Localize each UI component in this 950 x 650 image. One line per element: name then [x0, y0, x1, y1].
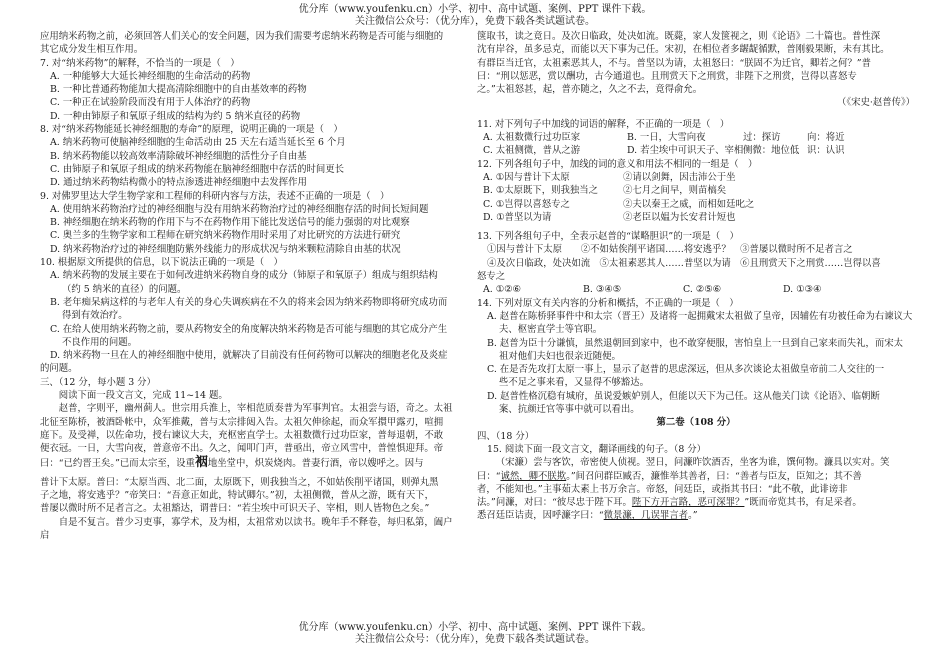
passage-line: 北征至陈桥，被酒卧帐中，众军推戴，普与太宗排闼入告。太祖欠伸徐起，而众军擐甲露刃，喧拥: [40, 416, 444, 428]
left-column: [40, 30, 458, 542]
option-8d: D. 通过纳米药物结构微小的特点渗透进神经细胞中去发挥作用: [50, 177, 307, 189]
footer-line-2: 关注微信公众号：（优分库），免费下载各类试题试卷。: [355, 634, 595, 645]
option-14b-cont: 祖对他们夫妇也很亲近随便。: [499, 350, 621, 362]
option-13b: B. ③④⑤: [583, 284, 622, 296]
header-line-2: 关注微信公众号：（优分库），免费下载各类试题试卷。: [355, 16, 595, 27]
option-7c: C. 一种正在试验阶段而没有用于人体治疗的药物: [50, 97, 251, 109]
intro-line: 其它成分发生相互作用。: [40, 44, 144, 56]
passage-line: 之。”太祖怒甚，起，普亦随之，久之不去，竟得俞允。: [477, 84, 703, 96]
passage-line: 便衣冠。一日，大雪向夜，普意帝不出。久之，闻叩门声，普亟出，帝立风雪中，普惶惧迎拜。帝: [40, 443, 444, 455]
option-13d: D. ①③④: [783, 284, 822, 296]
option-11b: B. 一日，大雪向夜 向：将近: [627, 132, 845, 144]
option-10a: A. 纳米药物的发展主要在于如何改进纳米药物自身的成分（铈原子和氧原子）组成与组织结构: [50, 270, 438, 282]
question-9: 9. 对佛罗里达大学生物学家和工程师的科研内容与方法，表述不正确的一项是（ ）: [40, 190, 390, 202]
right-column: [477, 30, 915, 523]
option-13a: A. ①②⑥: [483, 284, 521, 296]
option-9d: D. 纳米药物治疗过的神经细胞防紫外线能力的形成状况与纳米颗粒清除自由基的状况: [50, 243, 401, 255]
passage-line: 曰：“已约晋王矣。”已而太宗至，设重裀地坐堂中，炽炭烧肉。普妻行酒，帝以嫂呼之。因与: [40, 454, 424, 470]
page-footer: [0, 622, 950, 646]
rare-glyph: 裀: [194, 454, 208, 470]
underlined-sentence-3: 微景濂，几误罪言者: [603, 510, 689, 522]
option-11d: D. 若尘埃中可识天子、宰相 识：认识: [627, 145, 845, 157]
option-10b-cont: 得到有效治疗。: [62, 310, 128, 322]
option-7b: B. 一种比普通药物能加大提高清除细胞中的自由基效率的药物: [50, 84, 307, 96]
option-11c: C. 太祖侧微，普从之游 侧微：地位低: [483, 145, 800, 157]
option-8a: A. 纳米药物可使脑神经细胞的生命活动由 25 天左右适当延长至 6 个月: [50, 137, 346, 149]
option-10b: B. 老年痴呆病这样的与老年人有关的身心失调疾病在不久的将来会因为纳米药物即将研究成功而: [50, 296, 448, 308]
option-9b: B. 神经细胞在纳米药物的作用下与不在药物作用下能比发送信号的能力强弱的对比观察: [50, 217, 410, 229]
option-8b: B. 纳米药物能以较高效率清除破坏神经细胞的活性分子自由基: [50, 150, 307, 162]
option-12a: A. ①因与普计下太原 ②请以剑舞，因击沛公于坐: [483, 171, 736, 183]
passage-line: 自是不复言。普少习吏事，寡学术，及为相，太祖常劝以读书。晚年手不释卷，每归私第，阖户启: [40, 516, 453, 541]
option-14c-cont: 些不足之事来看，又显得不够豁达。: [499, 377, 650, 389]
underlined-sentence-1: 诚然，卿不朕欺: [500, 470, 567, 482]
option-10d-cont: 的问题。: [40, 363, 78, 375]
option-10c-cont: 不良作用的问题。: [62, 336, 138, 348]
passage-line: 曰：“刑以惩恶，赏以酬功，古今通道也。且刑赏天下之刑赏，非陛下之刑赏，岂得以喜怒专: [477, 70, 857, 82]
option-14a: A. 赵普在陈桥驿事件中和太宗（晋王）及诸将一起拥戴宋太祖做了皇帝，因辅佐有功被任命为右谏议大: [487, 310, 913, 322]
passage-line: 者，不能知也。”主事茹太素上书万余言。帝怒，问廷臣，或指其书曰：“此不敬，此诽谤非: [477, 483, 848, 495]
option-12c: C. ①岂得以喜怒专之 ②夫以秦王之威，而相如廷叱之: [483, 198, 755, 210]
passage-line: 法。”问濂，对曰：“彼尽忠于陛下耳。陛下方开言路，恶可深罪？”既而帝览其书，有足采者。: [477, 497, 862, 509]
options-13: [477, 283, 915, 296]
question-7: 7. 对“纳米药物”的解释，不恰当的一项是（ ）: [40, 57, 240, 69]
question-14: 14. 下列对原文有关内容的分析和概括，不正确的一项是（ ）: [477, 297, 739, 309]
passage-line: 子之地，将安逃乎？”帝笑曰：“吾意正如此，特试卿尔。”初，太祖侧微，普从之游，既有天下，: [40, 490, 435, 502]
option-8c: C. 由铈原子和氧原子组成的纳米药物能在脑神经细胞中存活的时间更长: [50, 163, 345, 175]
question-10: 10. 根据原文所提供的信息，以下说法正确的一项是（ ）: [40, 257, 283, 269]
option-11a: A. 太祖数微行过功臣家 过：探访: [483, 132, 781, 144]
passage-line: 有群臣当迁官，太祖素恶其人，不与。普坚以为请，太祖怒曰：“朕固不为迁官，卿若之何？”普: [477, 57, 871, 69]
section-4-title: 四、（18 分）: [477, 430, 535, 442]
passage-line: 箧取书，读之竟日。及次日临政，处决如流。既薨，家人发箧视之，则《论语》二十篇也。普性深: [477, 31, 881, 42]
question-15: 15. 阅读下面一段文言文，翻译画线的句子。（8 分）: [487, 443, 707, 455]
passage-line: 曰：“诚然，卿不朕欺。”间召问群臣臧否，濂惟举其善者，曰：“善者与臣友，臣知之；其不善: [477, 470, 862, 482]
question-11: 11. 对下列句子中加线的词语的解释，不正确的一项是（ ）: [477, 118, 730, 130]
passage-line: 悉召廷臣诘责，因呼濂字曰：“微景濂，几误罪言者。”: [477, 510, 698, 522]
option-7d: D. 一种由铈原子和氧原子组成的结构为约 5 纳米直径的药物: [50, 110, 301, 122]
option-10c: C. 在给人使用纳米药物之前，要从药物安全的角度解决纳米药物是否可能与细胞的其它成分产生: [50, 323, 448, 335]
passage-line: （宋濂）尝与客饮，帝密使人侦视。翌日，问濂昨饮酒否，坐客为谁，馔何物。濂具以实对。笑: [495, 457, 890, 469]
question-13-items: 怒专之: [477, 271, 506, 283]
passage-line: 普屡以微时所不足者言之。太祖豁达，谓普曰：“若尘埃中可识天子、宰相，则人皆物色之矣。”: [40, 503, 430, 515]
option-10a-cont: （约 5 纳米的直径）的问题。: [62, 283, 187, 295]
option-12b: B. ①太原既下，则我独当之 ②七月之间早，则苗槁矣: [483, 185, 727, 197]
section-3-intro: 阅读下面一段文言文，完成 11~14 题。: [58, 390, 228, 402]
option-10d: D. 纳米药物一旦在人的神经细胞中使用，就解决了目前没有任何药物可以解决的细胞老化及炎症: [50, 350, 448, 362]
option-14d: D. 赵普性格沉稳有城府，虽说爱嫉妒别人，但能以天下为己任。这从他关门读《论语》、临朝断: [487, 390, 880, 402]
option-12d: D. ①普坚以为请 ②老臣以媪为长安君计短也: [483, 211, 736, 223]
section-3-title: 三、（12 分，每小题 3 分）: [40, 376, 156, 388]
option-14b: B. 赵普为臣十分谦慎，虽然退朝回到家中，也不敢穿便服，害怕皇上一旦到自己家来而失礼，而宋太: [487, 337, 903, 349]
volume-2-title: 第二卷（108 分）: [656, 417, 736, 429]
option-9c: C. 奥兰多的生物学家和工程师在研究纳米药物作用时采用了对比研究的方法进行研究: [50, 230, 401, 242]
option-14d-cont: 案、抗颜迁官等事中就可以看出。: [499, 404, 640, 416]
option-14a-cont: 夫、枢密直学士等官职。: [499, 324, 603, 336]
question-13-items: ①因与普计下太原 ②不如姑俟削平诸国……将安逃乎？ ③普屡以微时所不足者言之: [487, 244, 853, 256]
question-13-items: ④及次日临政，处决如流 ⑤太祖素恶其人……普坚以为请 ⑥且刑赏天下之刑赏……岂得以喜: [487, 257, 881, 269]
footer-line-1: 优分库（www.youfenku.cn）小学、初中、高中试题、案例、PPT 课件下载。: [298, 622, 652, 633]
header-line-1: 优分库（www.youfenku.cn）小学、初中、高中试题、案例、PPT 课件下载。: [298, 4, 652, 15]
option-13c: C. ②⑤⑥: [683, 284, 722, 296]
passage-line: 庭下。及受禅，以佐命功，授右谏议大夫，充枢密直学士。太祖数微行过功臣家，普每退朝，不敢: [40, 429, 444, 441]
page-header: [0, 4, 950, 28]
passage-line: 赵普，字则平，幽州蓟人。世宗用兵淮上，宰相范质奏普为军事判官。太祖尝与语，奇之。太祖: [58, 403, 453, 415]
underlined-sentence-2: 陛下方开言路，恶可深罪？: [631, 497, 745, 509]
option-14c: C. 在是否先攻打太原一事上，显示了赵普的思虑深远，但从多次谈论太祖做皇帝前二人交往的一: [487, 364, 885, 376]
option-9a: A. 使用纳米药物治疗过的神经细胞与没有用纳米药物治疗过的神经细胞存活的时间长短间题: [50, 203, 429, 215]
passage-source: （《宋史·赵普传》）: [837, 97, 915, 109]
passage-line: 沈有岸谷，虽多忌克，而能以天下事为己任。宋初，在相位者多龌龊循默，普刚毅果断，未有其比。: [477, 44, 890, 56]
question-12: 12. 下列各组句子中，加线的词的意义和用法不相同的一组是（ ）: [477, 158, 758, 170]
option-7a: A. 一种能够大大延长神经细胞的生命活动的药物: [50, 70, 251, 82]
question-8: 8. 对“纳米药物能延长神经细胞的寿命”的原理，说明正确的一项是（ ）: [40, 124, 343, 136]
intro-line: 应用纳米药物之前，必须回答人们关心的安全问题，因为我们需要考虑纳米药物是否可能与细胞的: [40, 31, 444, 42]
question-13: 13. 下列各组句子中，全表示赵普的“谋略胆识”的一项是（ ）: [477, 231, 739, 243]
passage-line: 普计下太原。普曰：“太原当西、北二面，太原既下，则我独当之，不如姑俟削平诸国，则弹丸黑: [40, 476, 439, 488]
